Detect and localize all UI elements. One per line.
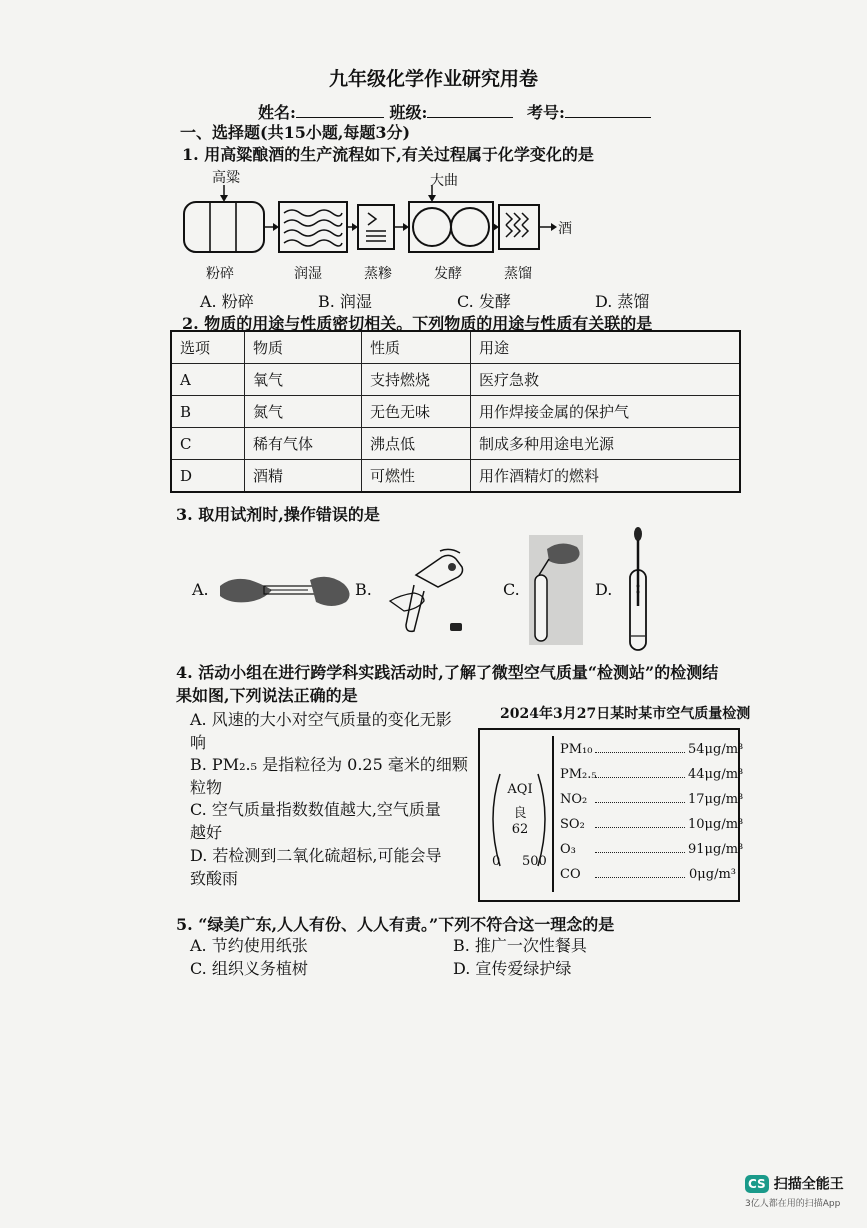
pollutant-name: CO [560, 866, 581, 882]
pollutant-value: 91μg/m³ [688, 841, 744, 857]
cell: 氮气 [245, 396, 362, 428]
table-row [171, 364, 740, 396]
cell: D [171, 460, 245, 493]
dropper-bulb-icon [634, 527, 642, 541]
question-1-text: 1. 用高粱酿酒的生产流程如下,有关过程属于化学变化的是 [182, 145, 594, 164]
table-row [171, 396, 740, 428]
pollutant-row [560, 788, 744, 810]
class-label: 班级: [389, 103, 428, 122]
grinder-icon [184, 202, 264, 252]
scanner-watermark [745, 1173, 844, 1209]
name-label: 姓名: [258, 103, 296, 122]
pollutant-value: 54μg/m³ [688, 741, 744, 757]
q3-label-a[interactable]: A. [192, 580, 209, 599]
aqi-level: 良 [513, 806, 527, 821]
pollutant-row [560, 863, 736, 885]
section-heading: 一、选择题(共15小题,每题3分) [180, 123, 411, 142]
q3-image-d [622, 526, 658, 654]
scanner-brand: 扫描全能王 [773, 1176, 844, 1193]
q4-option-a[interactable]: A. 风速的大小对空气质量的变化无影 [190, 710, 452, 729]
q4-option-c-cont: 越好 [190, 823, 223, 842]
aqi-scale-min: 0 [492, 854, 501, 869]
q2-property-table [170, 330, 741, 493]
pollutant-name: NO₂ [560, 791, 588, 807]
stage-wetting: 润湿 [294, 266, 322, 282]
pollutant-name: SO₂ [560, 816, 585, 832]
question-5-text: 5. “绿美广东,人人有份、人人有责。”下列不符合这一理念的是 [176, 915, 615, 934]
q1-option-d[interactable]: D. 蒸馏 [595, 292, 650, 311]
stage-grinding: 粉碎 [206, 266, 234, 282]
pollutant-value: 0μg/m³ [689, 866, 736, 882]
pollutant-value: 44μg/m³ [688, 766, 744, 782]
q3-label-b[interactable]: B. [355, 580, 372, 599]
q4-option-a-cont: 响 [190, 733, 207, 752]
cell: 医疗急救 [471, 364, 741, 396]
air-quality-panel [478, 728, 744, 902]
pollutant-name: O₃ [560, 841, 576, 857]
cell: 用作酒精灯的燃料 [471, 460, 741, 493]
q3-label-c[interactable]: C. [503, 580, 520, 599]
pollutant-value: 10μg/m³ [688, 816, 744, 832]
q4-option-d[interactable]: D. 若检测到二氧化硫超标,可能会导 [190, 846, 442, 865]
q1-flow-diagram [180, 185, 580, 260]
question-2-text: 2. 物质的用途与性质密切相关。下列物质的用途与性质有关联的是 [182, 314, 653, 333]
header-option: 选项 [171, 331, 245, 364]
question-3-text: 3. 取用试剂时,操作错误的是 [176, 505, 380, 524]
pollutant-value: 17μg/m³ [688, 791, 744, 807]
pollutant-row [560, 763, 744, 785]
air-quality-panel-title: 2024年3月27日某时某市空气质量检测 [500, 706, 751, 722]
stage-distilling: 蒸馏 [504, 266, 532, 282]
stage-fermenting: 发酵 [434, 266, 462, 282]
test-tube-icon [535, 575, 547, 641]
cell: 稀有气体 [245, 428, 362, 460]
q5-option-b[interactable]: B. 推广一次性餐具 [453, 936, 587, 955]
cell: 氧气 [245, 364, 362, 396]
cell: 制成多种用途电光源 [471, 428, 741, 460]
cell: 沸点低 [362, 428, 471, 460]
cell: 酒精 [245, 460, 362, 493]
q1-option-a[interactable]: A. 粉碎 [200, 292, 254, 311]
pollutant-row [560, 738, 744, 760]
exam-no-label: 考号: [527, 103, 565, 122]
q1-input-label: 高粱 [212, 170, 240, 186]
q4-option-b-cont: 粒物 [190, 778, 223, 797]
q3-image-c [527, 535, 585, 647]
cell: 可燃性 [362, 460, 471, 493]
bottle-icon [416, 555, 463, 587]
q3-label-d[interactable]: D. [595, 580, 613, 599]
q3-image-a [212, 568, 360, 612]
q5-option-d[interactable]: D. 宣传爱绿护绿 [453, 959, 572, 978]
pollutant-name: PM₁₀ [560, 741, 593, 757]
aqi-scale-max: 500 [522, 854, 547, 869]
q4-option-d-cont: 致酸雨 [190, 869, 239, 888]
steaming-icon [358, 205, 394, 249]
cell: 支持燃烧 [362, 364, 471, 396]
header-property: 性质 [362, 331, 471, 364]
pollutant-name: PM₂.₅ [560, 766, 597, 782]
distilling-icon [499, 205, 539, 249]
q1-option-c[interactable]: C. 发酵 [457, 292, 511, 311]
page-title: 九年级化学作业研究用卷 [328, 68, 538, 90]
q1-output-label: 酒 [558, 221, 572, 237]
table-row [171, 428, 740, 460]
aqi-label: AQI [507, 782, 533, 797]
name-blank [296, 103, 384, 118]
pollutant-row [560, 813, 744, 835]
table-header-row [171, 331, 740, 364]
scanner-badge-icon: CS [745, 1175, 769, 1193]
aqi-value: 62 [511, 822, 529, 837]
header-substance: 物质 [245, 331, 362, 364]
class-blank [427, 103, 513, 118]
cell: B [171, 396, 245, 428]
header-use: 用途 [471, 331, 741, 364]
cell: C [171, 428, 245, 460]
stage-steaming: 蒸糁 [364, 266, 392, 282]
pollutant-row [560, 838, 744, 860]
cell: 无色无味 [362, 396, 471, 428]
question-4-text-line2: 果如图,下列说法正确的是 [176, 686, 358, 705]
table-row [171, 460, 740, 493]
scanner-tagline: 3亿人都在用的扫描App [745, 1198, 841, 1209]
q5-option-c[interactable]: C. 组织义务植树 [190, 959, 308, 978]
q5-option-a[interactable]: A. 节约使用纸张 [190, 936, 308, 955]
q4-option-b[interactable]: B. PM₂.₅ 是指粒径为 0.25 毫米的细颗 [190, 755, 468, 774]
panel-divider [552, 736, 554, 892]
question-4-text-line1: 4. 活动小组在进行跨学科实践活动时,了解了微型空气质量“检测站”的检测结 [176, 663, 719, 682]
q3-image-b [380, 545, 480, 637]
cell: 用作焊接金属的保护气 [471, 396, 741, 428]
q1-additive-label: 大曲 [430, 173, 458, 189]
q4-option-c[interactable]: C. 空气质量指数数值越大,空气质量 [190, 800, 441, 819]
cell: A [171, 364, 245, 396]
q1-option-b[interactable]: B. 润湿 [318, 292, 372, 311]
exam-no-blank [565, 103, 651, 118]
